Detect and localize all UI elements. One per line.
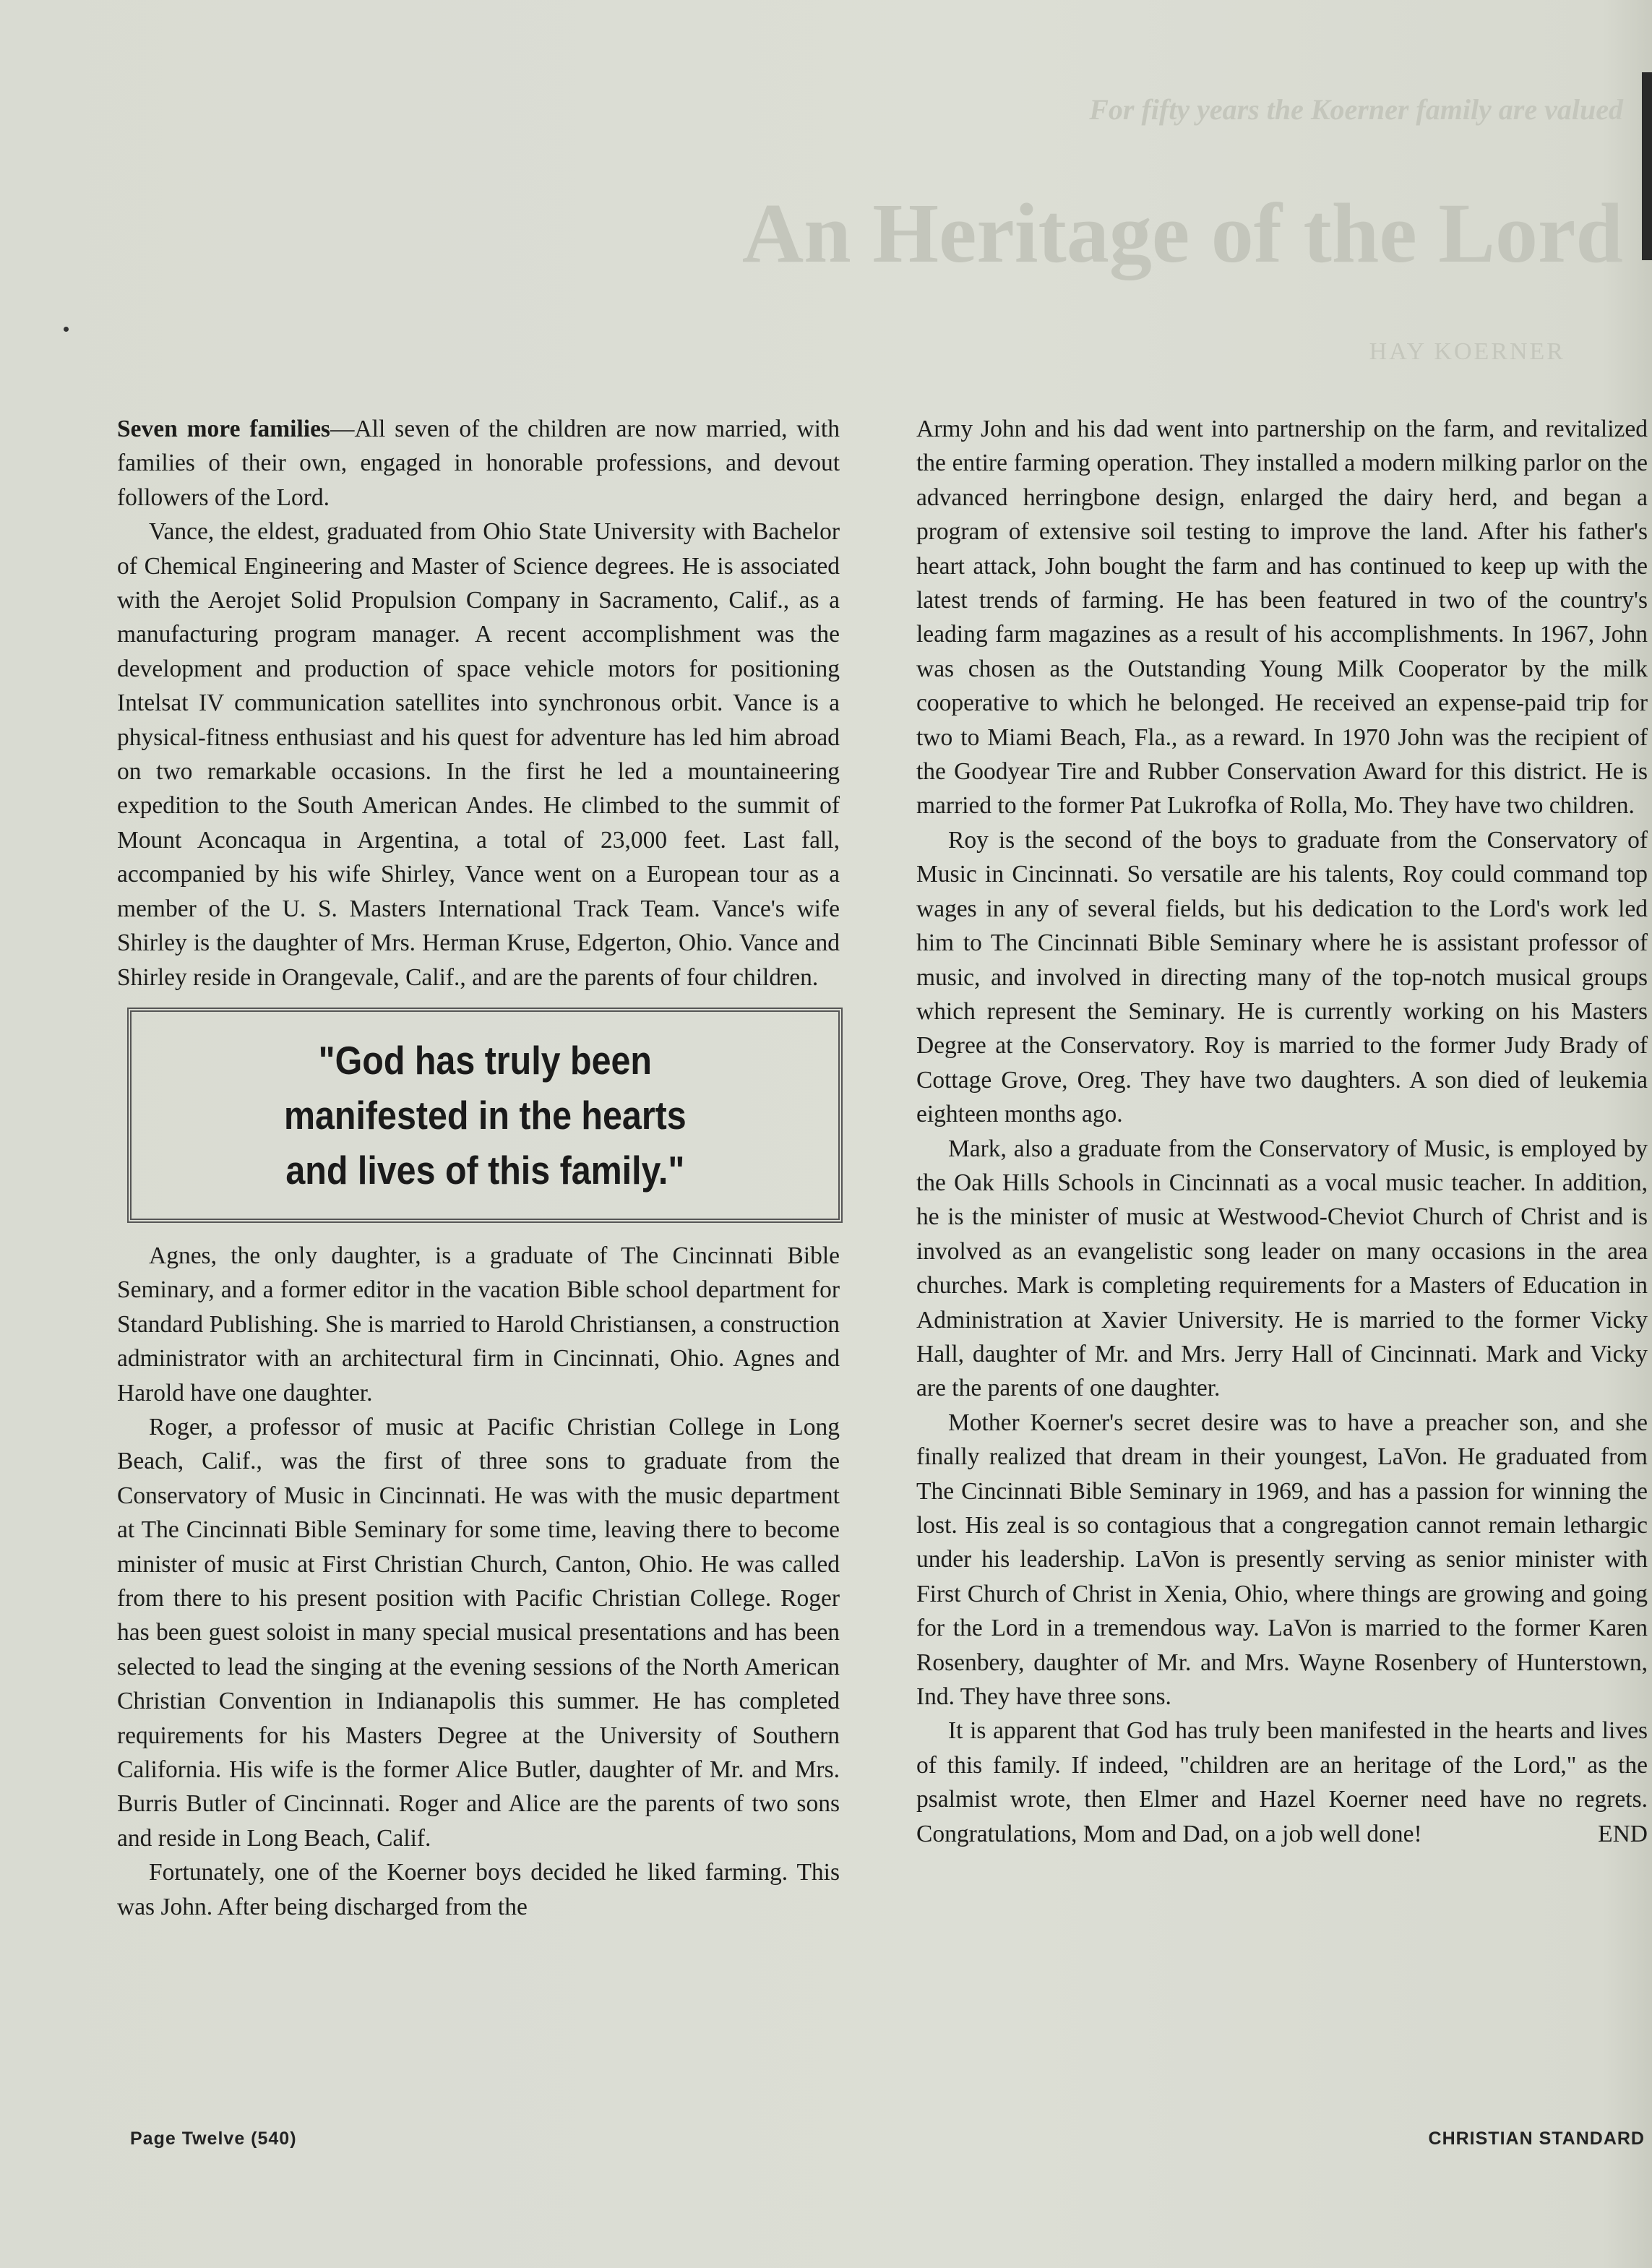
- paragraph-roy: Roy is the second of the boys to graduate from the Conservatory of Music in Cincinnati. So versatile are his talents, Roy could command top wages in any of several fields, but his dedication to the Lord's work led him to The Cincinnati Bible Seminary where he is assistant professor of music, and involved in directing many of the top-notch musical groups which represent the Seminary. He is currently working on his Masters Degree at the Conservatory. Roy is married to the former Judy Brady of Cottage Grove, Oreg. They have two daughters. A son died of leukemia eighteen months ago.: [916, 826, 1648, 1128]
- paragraph-mark: Mark, also a graduate from the Conservatory of Music, is employed by the Oak Hills Schools in Cincinnati as a vocal music teacher. In addition, he is the minister of music at Westwood-Cheviot Church of Christ and is involved as an evangelistic song leader on many occasions in the area churches. Mark is completing requirements for a Masters of Education in Administration at Xavier University. He is married to the former Vicky Hall, daughter of Mr. and Mrs. Jerry Hall of Cincinnati. Mark and Vicky are the parents of one daughter.: [916, 1135, 1648, 1402]
- show-through-subtitle: For fifty years the Koerner family are valued: [1089, 93, 1623, 126]
- ink-speck: [64, 327, 69, 332]
- closing-text: It is apparent that God has truly been manifested in the hearts and lives of this family. If indeed, "children are an heritage of the Lord," as the psalmist wrote, then Elmer and Hazel Koerner need have no regrets. Congratulations, Mom and Dad, on a job well done!: [916, 1717, 1648, 1847]
- paragraph-intro: [117, 412, 840, 515]
- binding-edge: [1642, 72, 1652, 260]
- pull-quote: "God has truly been manifested in the hearts and lives of this family.": [283, 1037, 687, 1193]
- paragraph-agnes: Agnes, the only daughter, is a graduate of The Cincinnati Bible Seminary, and a former editor in the vacation Bible school department for Standard Publishing. She is married to Harold Christiansen, a construction administrator with an architectural firm in Cincinnati, Ohio. Agnes and Harold have one daughter.: [117, 1242, 840, 1406]
- paragraph-roger: Roger, a professor of music at Pacific Christian College in Long Beach, Calif., was the first of three sons to graduate from the Conservatory of Music in Cincinnati. He was with the music department at The Cincinnati Bible Seminary for some time, leaving there to become minister of music at First Christian Church, Canton, Ohio. He was called from there to his present position with Pacific Christian College. Roger has been guest soloist in many special musical presentations and has been selected to lead the singing at the evening sessions of the North American Christian Convention in Indianapolis this summer. He has completed requirements for his Masters Degree at the University of Southern California. His wife is the former Alice Butler, daughter of Mr. and Mrs. Burris Butler of Cincinnati. Roger and Alice are the parents of two sons and reside in Long Beach, Calif.: [117, 1413, 840, 1852]
- page-number: Page Twelve (540): [130, 2129, 297, 2149]
- right-column: [916, 412, 1648, 1851]
- paragraph-john-start: Fortunately, one of the Koerner boys decided he liked farming. This was John. After being discharged from the: [117, 1859, 840, 1920]
- intro-text: —All seven of the children are now married, with families of their own, engaged in honorable professions, and devout followers of the Lord.: [117, 416, 840, 511]
- show-through-title: An Heritage of the Lord: [741, 186, 1623, 280]
- end-mark: END: [1598, 1820, 1648, 1847]
- publication-name: CHRISTIAN STANDARD: [1428, 2129, 1645, 2149]
- show-through-author: HAY KOERNER: [1369, 338, 1565, 365]
- paragraph-vance: Vance, the eldest, graduated from Ohio State University with Bachelor of Chemical Engineering and Master of Science degrees. He is associated with the Aerojet Solid Propulsion Company in Sacramento, Calif., as a manufacturing program manager. A recent accomplishment was the development and production of space vehicle motors for positioning Intelsat IV communication satellites into synchronous orbit. Vance is a physical-fitness enthusiast and his quest for adventure has led him abroad on two remarkable occasions. In the first he led a mountaineering expedition to the South American Andes. He climbed to the summit of Mount Aconcaqua in Argentina, a total of 23,000 feet. Last fall, accompanied by his wife Shirley, Vance went on a European tour as a member of the U. S. Masters International Track Team. Vance's wife Shirley is the daughter of Mrs. Herman Kruse, Edgerton, Ohio. Vance and Shirley reside in Orangevale, Calif., and are the parents of four children.: [117, 518, 840, 991]
- paragraph-john: Army John and his dad went into partnership on the farm, and revitalized the entire farming operation. They installed a modern milking parlor on the advanced herringbone design, enlarged the dairy herd, and began a program of extensive soil testing to improve the land. After his father's heart attack, John bought the farm and has continued to keep up with the latest trends of farming. He has been featured in two of the country's leading farm magazines as a result of his accomplishments. In 1967, John was chosen as the Outstanding Young Milk Cooperator by the milk cooperative to which he belonged. He received an expense-paid trip for two to Miami Beach, Fla., as a reward. In 1970 John was the recipient of the Goodyear Tire and Rubber Conservation Award for this district. He is married to the former Pat Lukrofka of Rolla, Mo. They have two children.: [916, 416, 1648, 820]
- left-column: [117, 412, 840, 1924]
- paragraph-closing: [916, 1714, 1648, 1851]
- lead-in: Seven more families: [117, 416, 330, 442]
- pull-quote-box: [127, 1008, 843, 1223]
- paragraph-lavon: Mother Koerner's secret desire was to have a preacher son, and she finally realized that dream in their youngest, LaVon. He graduated from The Cincinnati Bible Seminary in 1969, and has a passion for winning the lost. His zeal is so contagious that a congregation cannot remain lethargic under his leadership. LaVon is presently serving as senior minister with First Church of Christ in Xenia, Ohio, where things are growing and going for the Lord in a tremendous way. LaVon is married to the former Karen Rosenbery, daughter of Mr. and Mrs. Wayne Rosenbery of Hunterstown, Ind. They have three sons.: [916, 1409, 1648, 1711]
